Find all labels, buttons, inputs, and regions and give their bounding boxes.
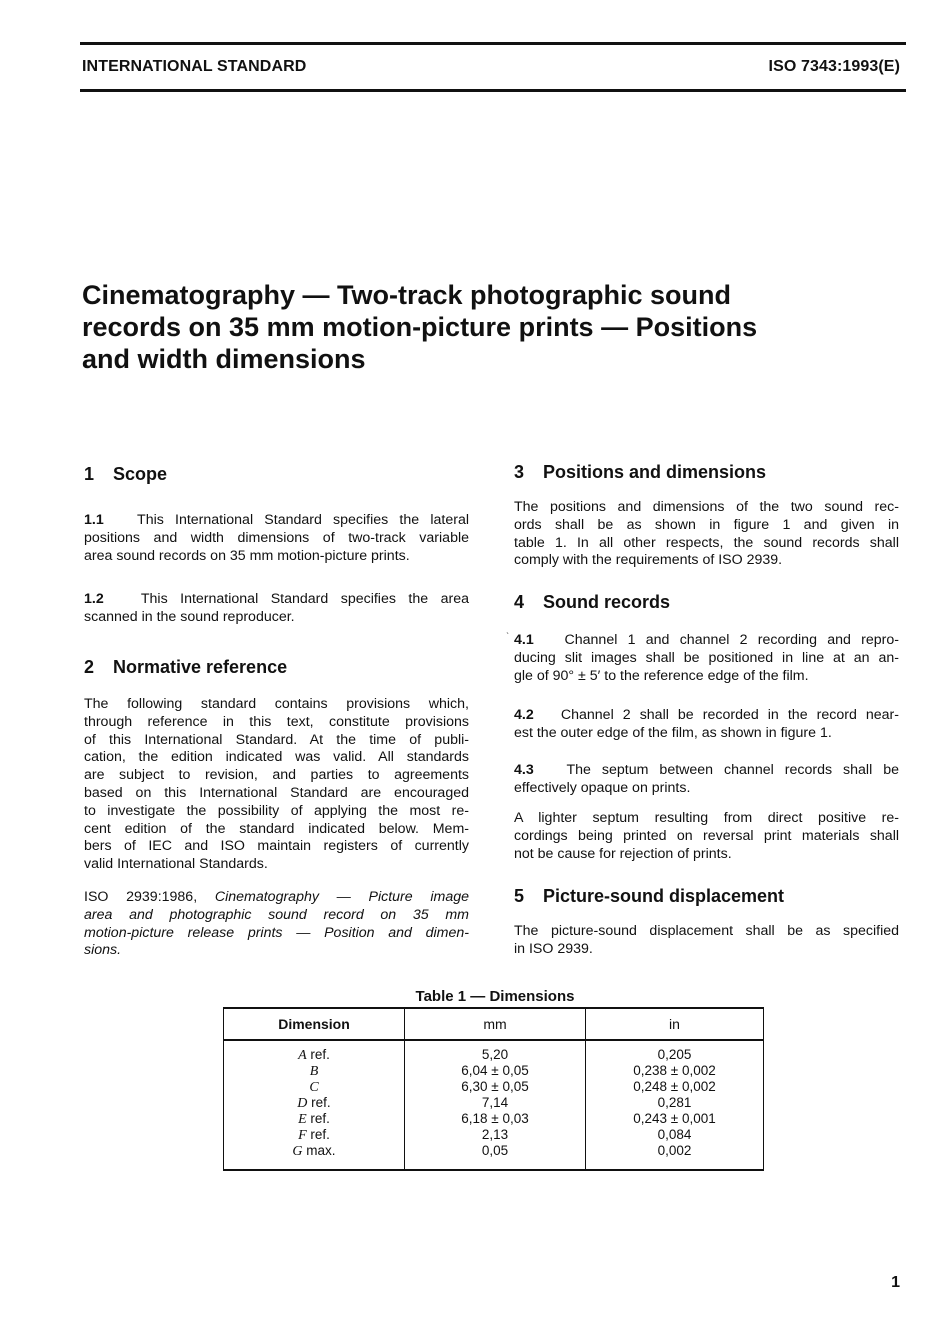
- header-document-type: INTERNATIONAL STANDARD: [82, 58, 307, 75]
- table-cell: 0,002: [657, 1143, 692, 1158]
- table-row: D ref.: [297, 1095, 331, 1111]
- table-cell: 0,281: [657, 1095, 692, 1110]
- table-cell: 0,05: [481, 1143, 509, 1158]
- table-cell: 0,238 ± 0,002: [633, 1063, 716, 1078]
- page-number: 1: [891, 1274, 900, 1291]
- septum-note: A lighter septum resulting from direct positive re- cordings being printed on reversal print materials shall not be cause for rejection of prints.: [514, 810, 899, 862]
- clause-number: 4.1: [514, 632, 534, 648]
- margin-mark: ˋ: [506, 632, 510, 643]
- section-4-heading: 4 Sound records: [514, 592, 671, 612]
- table-cell: 0,084: [657, 1127, 692, 1142]
- title-line: and width dimensions: [82, 344, 366, 374]
- table-cell: 6,04 ± 0,05: [461, 1063, 529, 1078]
- title-line: records on 35 mm motion-picture prints — Positions: [82, 312, 758, 342]
- positions-dimensions-text: The positions and dimensions of the two sound rec- ords shall be as shown in figure 1 and given in table 1. In all other respects, the sound records shall comply with the requirements of ISO 2939.: [514, 499, 899, 569]
- clause-number: 1.2: [84, 591, 104, 607]
- header-bottom-rule: [80, 89, 906, 92]
- column-header-dimension: Dimension: [224, 1008, 405, 1040]
- column-header-mm: mm: [405, 1008, 586, 1040]
- table-cell: 7,14: [481, 1095, 509, 1110]
- dimension-column: [224, 1040, 405, 1170]
- mm-column: [405, 1040, 586, 1170]
- section-5-heading: 5 Picture-sound displacement: [514, 886, 785, 906]
- clause-4-3: 4.3 The septum between channel records shall be effectively opaque on prints.: [514, 762, 899, 796]
- table-cell: 2,13: [481, 1127, 509, 1142]
- table-row: A ref.: [298, 1047, 330, 1063]
- in-column: [586, 1040, 764, 1170]
- table-row: C: [309, 1080, 319, 1095]
- referenced-standard: ISO 2939:1986, Cinematography — Picture image area and photographic sound record on 35 mm motion-picture release prints — Position and dimen- sions.: [84, 889, 469, 959]
- header-standard-number: ISO 7343:1993(E): [768, 58, 900, 75]
- table-row: E ref.: [298, 1111, 330, 1127]
- table-cell: 6,30 ± 0,05: [461, 1079, 529, 1094]
- clause-4-2: 4.2 Channel 2 shall be recorded in the record near- est the outer edge of the film, as shown in figure 1.: [514, 707, 900, 741]
- clause-number: 4.3: [514, 762, 534, 778]
- clause-1-2: 1.2 This International Standard specifies the area scanned in the sound reproducer.: [84, 591, 469, 625]
- table-cell: 0,205: [657, 1047, 692, 1062]
- clause-1-1: 1.1 This International Standard specifies the lateral positions and width dimensions of two-track variable area sound records on 35 mm motion-picture prints.: [84, 512, 469, 564]
- table-cell: 5,20: [481, 1047, 509, 1062]
- table-row: G max.: [292, 1143, 336, 1159]
- displacement-text: The picture-sound displacement shall be as specified in ISO 2939.: [514, 923, 899, 957]
- clause-number: 4.2: [514, 707, 534, 723]
- table-cell: 6,18 ± 0,03: [461, 1111, 529, 1126]
- normative-reference-text: The following standard contains provisions which, through reference in this text, constitute provisions of this International Standard. At the time of publi- cation, the edition indicated was valid. All standards are subject to revision, and parties to agreements based on this International Standard are encouraged to investigate the possibility of applying the most re- cent edition of the standard indicated below. Mem- bers of IEC and ISO maintain registers of currently valid International Standards.: [84, 696, 469, 873]
- document-title: [82, 279, 882, 375]
- column-header-in: in: [586, 1008, 764, 1040]
- table-row: B: [309, 1064, 319, 1079]
- clause-4-1: 4.1 Channel 1 and channel 2 recording and repro- ducing slit images shall be positioned in line at an an- gle of 90° ± 5′ to the reference edge of the film.: [514, 632, 899, 684]
- clause-number: 1.1: [84, 512, 104, 528]
- section-2-heading: 2 Normative reference: [84, 657, 288, 677]
- title-line: Cinematography — Two-track photographic sound: [82, 280, 732, 310]
- header-top-rule: [80, 42, 906, 45]
- table-row: F ref.: [298, 1127, 330, 1143]
- section-1-heading: 1 Scope: [84, 464, 168, 484]
- table-cell: 0,243 ± 0,001: [633, 1111, 716, 1126]
- table-caption: Table 1 — Dimensions: [415, 988, 575, 1005]
- dimensions-table: [223, 1007, 764, 1171]
- section-3-heading: 3 Positions and dimensions: [514, 462, 767, 482]
- table-cell: 0,248 ± 0,002: [633, 1079, 716, 1094]
